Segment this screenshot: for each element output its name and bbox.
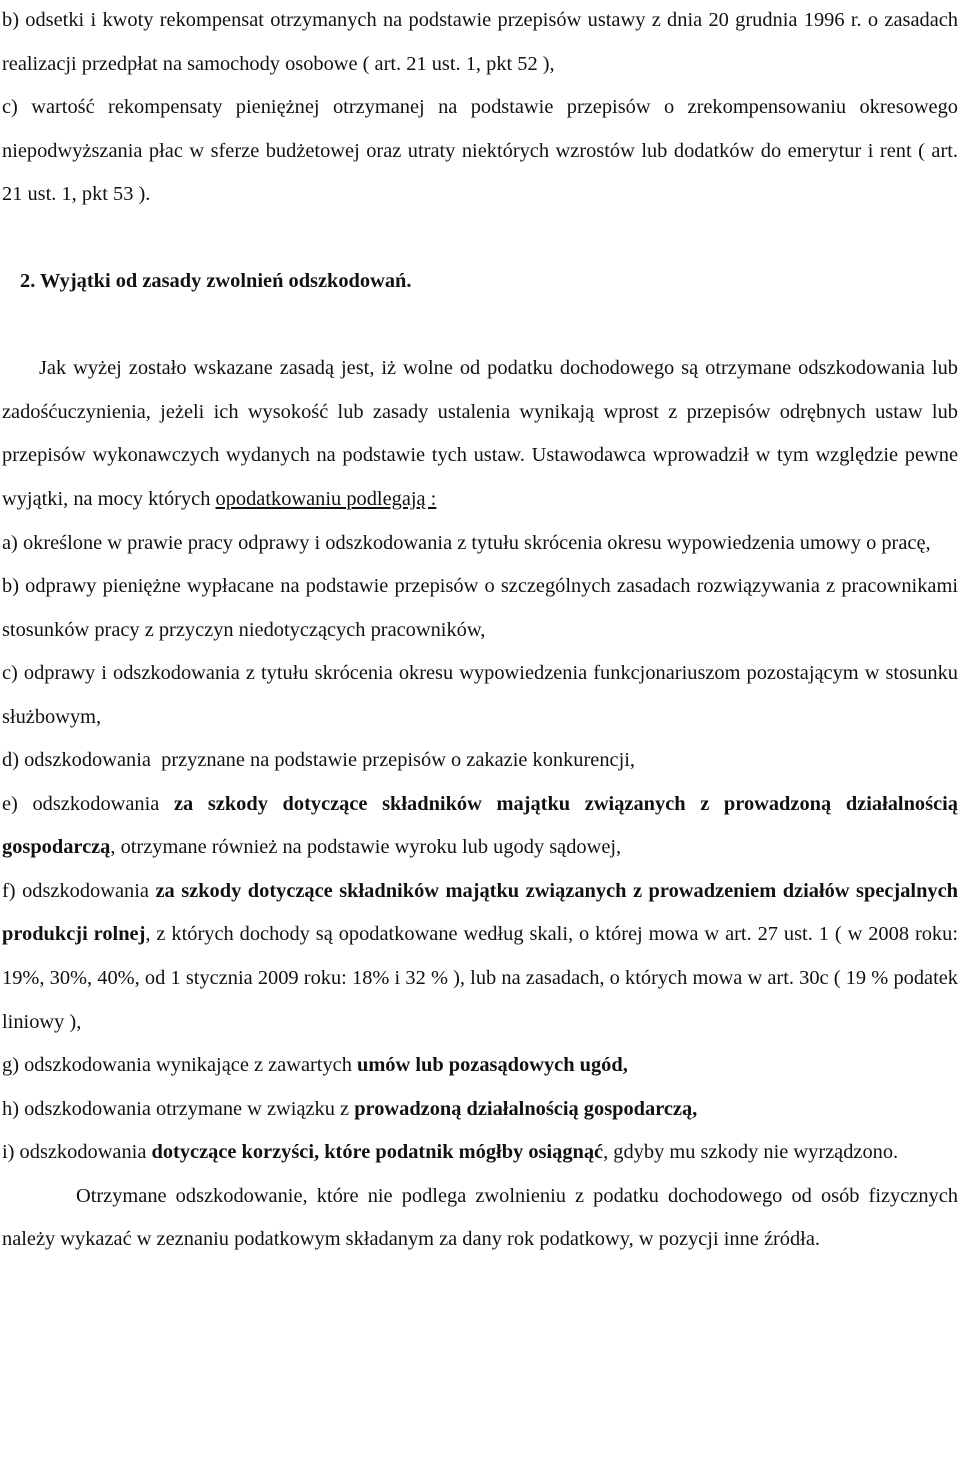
- spacer: [2, 217, 958, 261]
- list-item-i-bold: dotyczące korzyści, które podatnik mógłby osiągnąć: [151, 1141, 604, 1164]
- list-item-e: [2, 783, 958, 870]
- list-item-e-post: , otrzymane również na podstawie wyroku lub ugody sądowej,: [110, 836, 622, 859]
- list-item-g: [2, 1044, 958, 1088]
- item-c-top: c) wartość rekompensaty pieniężnej otrzymanej na podstawie przepisów o zrekompensowaniu okresowego niepodwyższania płac w sferze budżetowej oraz utraty niektórych wzrostów lub dodatków do emerytur i rent ( art. 21 ust. 1, pkt 53 ).: [2, 96, 958, 206]
- intro-paragraph: [2, 347, 958, 521]
- list-item-b: b) odprawy pieniężne wypłacane na podstawie przepisów o szczególnych zasadach rozwiązywania z pracownikami stosunków pracy z przyczyn niedotyczących pracowników,: [2, 575, 958, 641]
- intro-underlined: opodatkowaniu podlegają :: [215, 488, 437, 511]
- list-item-h: [2, 1088, 958, 1132]
- list-item-f: [2, 870, 958, 1044]
- list-item-a: a) określone w prawie pracy odprawy i odszkodowania z tytułu skrócenia okresu wypowiedzenia umowy o pracę,: [2, 531, 931, 554]
- list-item-g-pre: g) odszkodowania wynikające z zawartych: [2, 1054, 357, 1077]
- list-item-e-pre: e) odszkodowania: [2, 792, 174, 815]
- document-page: [2, 0, 958, 1262]
- list-item-h-pre: h) odszkodowania otrzymane w związku z: [2, 1097, 355, 1120]
- spacer: [2, 304, 958, 348]
- section-heading: 2. Wyjątki od zasady zwolnień odszkodowań.: [20, 270, 412, 293]
- list-item-c: c) odprawy i odszkodowania z tytułu skrócenia okresu wypowiedzenia funkcjonariuszom pozostającym w stosunku służbowym,: [2, 662, 958, 728]
- item-b-top: b) odsetki i kwoty rekompensat otrzymanych na podstawie przepisów ustawy z dnia 20 grudnia 1996 r. o zasadach realizacji przedpłat na samochody osobowe ( art. 21 ust. 1, pkt 52 ),: [2, 9, 958, 75]
- list-item-f-bold: za szkody dotyczące składników majątku związanych z prowadzeniem działów specjalnych produkcji rolnej: [2, 879, 959, 946]
- list-item-f-post: , z których dochody są opodatkowane według skali, o której mowa w art. 27 ust. 1 ( w 2008 roku: 19%, 30%, 40%, od 1 stycznia 2009 roku: 18% i 32 % ), lub na zasadach, o których mowa w art. 30c ( 19 % podatek liniowy ),: [2, 923, 958, 1033]
- list-item-i: [2, 1131, 958, 1175]
- list-item-i-post: , gdyby mu szkody nie wyrządzono.: [603, 1141, 899, 1164]
- list-item-e-bold: za szkody dotyczące składników majątku związanych z prowadzoną działalnością gospodarczą: [2, 792, 958, 859]
- list-item-h-bold: prowadzoną działalnością gospodarczą,: [354, 1097, 698, 1120]
- list-item-d: d) odszkodowania przyznane na podstawie przepisów o zakazie konkurencji,: [2, 749, 636, 772]
- list-item-i-pre: i) odszkodowania: [2, 1141, 152, 1164]
- closing-paragraph: Otrzymane odszkodowanie, które nie podlega zwolnieniu z podatku dochodowego od osób fizycznych należy wykazać w zeznaniu podatkowym składanym za dany rok podatkowy, w pozycji inne źródła.: [2, 1184, 958, 1251]
- list-item-f-pre: f) odszkodowania: [2, 879, 156, 902]
- intro-text: Jak wyżej zostało wskazane zasadą jest, iż wolne od podatku dochodowego są otrzymane odszkodowania lub zadośćuczynienia, jeżeli ich wysokość lub zasady ustalenia wynikają wprost z przepisów odrębnych ustaw lub przepisów wykonawczych wydanych na podstawie tych ustaw. Ustawodawca wprowadził w tym względzie pewne wyjątki, na mocy których: [2, 357, 958, 511]
- list-item-g-bold: umów lub pozasądowych ugód,: [356, 1054, 628, 1077]
